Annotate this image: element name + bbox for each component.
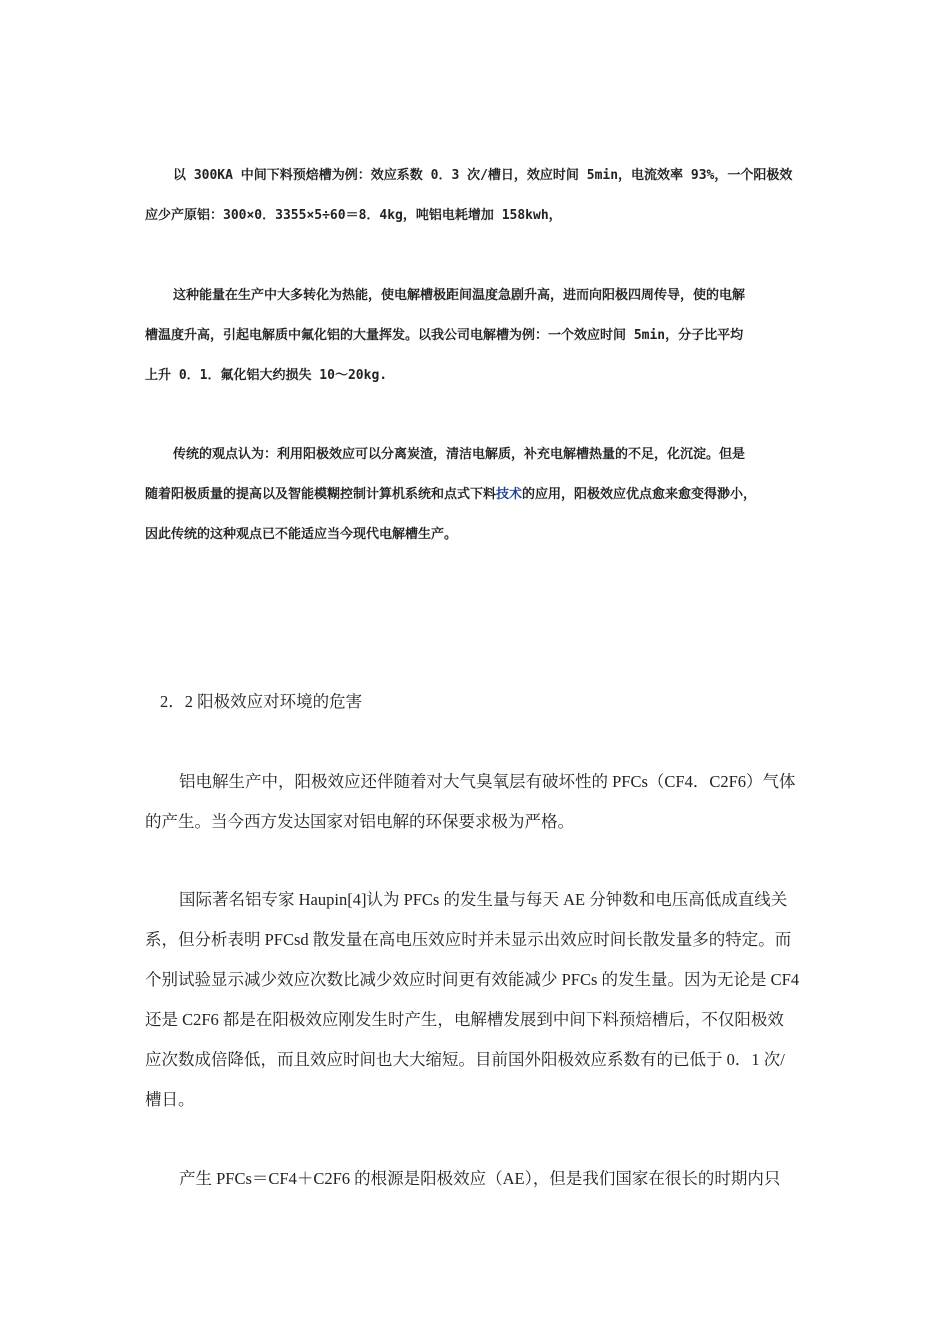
paragraph-line: 产生 PFCs＝CF4＋C2F6 的根源是阳极效应（AE），但是我们国家在很长的时期内只 xyxy=(179,1169,781,1188)
paragraph-line: 以 300KA 中间下料预焙槽为例：效应系数 0．3 次/槽日，效应时间 5min，电流效率 93%，一个阳极效 xyxy=(173,168,793,183)
paragraph-line: 应少产原铝：300×0．3355×5÷60＝8．4kg，吨铝电耗增加 158kwh， xyxy=(145,208,562,223)
paragraph-pfcs-source xyxy=(145,1159,780,1199)
paragraph-line: 槽温度升高，引起电解质中氟化铝的大量挥发。以我公司电解槽为例：一个效应时间 5min，分子比平均 xyxy=(145,328,744,343)
paragraph-line: 应次数成倍降低，而且效应时间也大大缩短。目前国外阳极效应系数有的已低于 0．1 次/ xyxy=(145,1050,785,1069)
technology-link[interactable]: 技术 xyxy=(496,487,523,502)
paragraph-energy-conversion xyxy=(145,276,745,396)
paragraph-haupin-study xyxy=(145,880,799,1120)
paragraph-example-calculation xyxy=(145,156,792,236)
paragraph-line: 国际著名铝专家 Haupin[4]认为 PFCs 的发生量与每天 AE 分钟数和电压高低成直线关 xyxy=(179,890,788,909)
paragraph-line: 系，但分析表明 PFCsd 散发量在高电压效应时并未显示出效应时间长散发量多的特定。而 xyxy=(145,930,792,949)
paragraph-line: 的产生。当今西方发达国家对铝电解的环保要求极为严格。 xyxy=(145,812,574,831)
paragraph-line xyxy=(145,475,756,515)
paragraph-line: 因此传统的这种观点已不能适应当今现代电解槽生产。 xyxy=(145,527,458,542)
heading-text: 2．2 阳极效应对环境的危害 xyxy=(160,692,363,711)
paragraph-pfcs-generation xyxy=(145,762,796,842)
paragraph-line: 还是 C2F6 都是在阳极效应刚发生时产生，电解槽发展到中间下料预焙槽后，不仅阳极效 xyxy=(145,1010,784,1029)
paragraph-line: 这种能量在生产中大多转化为热能，使电解槽极距间温度急剧升高，进而向阳极四周传导，使的电解 xyxy=(173,288,746,303)
section-heading xyxy=(160,682,362,722)
paragraph-line: 个别试验显示减少效应次数比减少效应时间更有效能减少 PFCs 的发生量。因为无论是 CF4 xyxy=(145,970,800,989)
paragraph-line: 传统的观点认为：利用阳极效应可以分离炭渣，清洁电解质，补充电解槽热量的不足，化沉淀。但是 xyxy=(173,447,746,462)
paragraph-line: 铝电解生产中，阳极效应还伴随着对大气臭氧层有破坏性的 PFCs（CF4．C2F6）气体 xyxy=(179,772,796,791)
text-segment: 的应用，阳极效应优点愈来愈变得渺小， xyxy=(522,487,757,502)
paragraph-line: 槽日。 xyxy=(145,1090,195,1109)
paragraph-traditional-view xyxy=(145,435,756,555)
paragraph-line: 上升 0．1．氟化铝大约损失 10～20kg. xyxy=(145,368,388,383)
text-segment: 随着阳极质量的提高以及智能模糊控制计算机系统和点式下料 xyxy=(145,487,497,502)
